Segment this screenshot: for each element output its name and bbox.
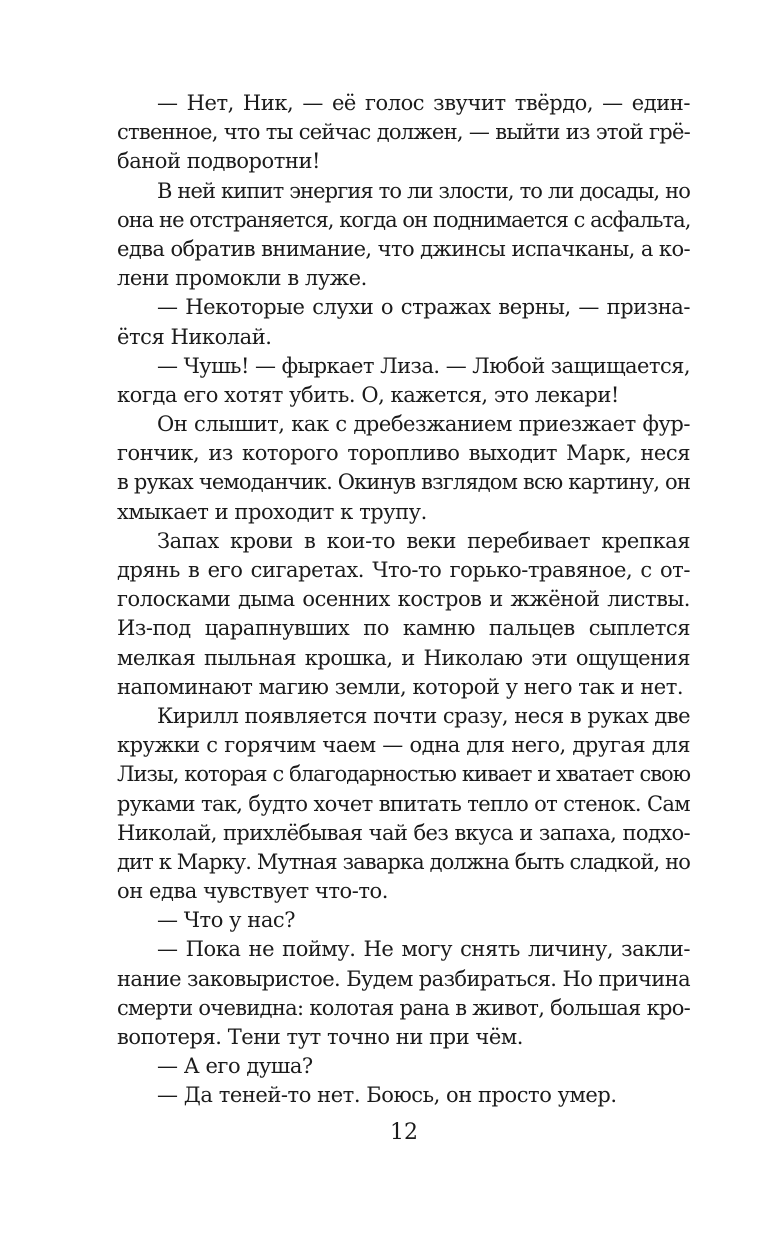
text-line: ственное, что ты сейчас должен, — выйти из этой грё- — [117, 120, 690, 145]
text-line: Николай, прихлёбывая чай без вкуса и запаха, подхо- — [117, 820, 690, 845]
text-line: руками так, будто хочет впитать тепло от стенок. Сам — [117, 791, 690, 816]
text-line: Из-под царапнувших по камню пальцев сыплется — [117, 616, 690, 641]
text-line: напоминают магию земли, которой у него так и нет. — [117, 674, 684, 699]
text-line: едва обратив внимание, что джинсы испачканы, а ко- — [117, 236, 690, 261]
text-line: голосками дыма осенних костров и жжёной листвы. — [117, 587, 690, 612]
page-number: 12 — [390, 1120, 418, 1145]
text-line: дрянь в его сигаретах. Что-то горько-травяное, с от- — [117, 558, 690, 582]
text-line: она не отстраняется, когда он поднимается с асфальта, — [117, 207, 691, 232]
text-line: нание заковыристое. Будем разбираться. Но причина — [117, 966, 690, 991]
text-line: — Пока не пойму. Не могу снять личину, закли- — [157, 937, 690, 962]
text-line: — Чушь! — фыркает Лиза. — Любой защищается, — [157, 353, 690, 378]
text-line: Он слышит, как с дребезжанием приезжает фур- — [157, 412, 690, 437]
text-line: гончик, из которого торопливо выходит Марк, неся — [117, 441, 690, 466]
text-line: кружки с горячим чаем — одна для него, другая для — [117, 733, 690, 758]
text-line: в руках чемоданчик. Окинув взглядом всю картину, он — [117, 470, 690, 495]
text-line: — Что у нас? — [157, 908, 296, 933]
text-line: — Некоторые слухи о стражах верны, — призна- — [157, 295, 690, 320]
text-line: баной подворотни! — [117, 149, 320, 174]
text-line: когда его хотят убить. О, кажется, это лекари! — [117, 382, 619, 407]
text-line: вопотеря. Тени тут точно ни при чём. — [117, 1025, 523, 1049]
text-line: Запах крови в кои-то веки перебивает крепкая — [157, 528, 690, 553]
text-line: ётся Николай. — [117, 324, 272, 349]
text-line: хмыкает и проходит к трупу. — [117, 499, 427, 524]
text-line: дит к Марку. Мутная заварка должна быть сладкой, но — [117, 849, 690, 874]
text-line: — Нет, Ник, — её голос звучит твёрдо, — един- — [157, 91, 690, 115]
text-line: В ней кипит энергия то ли злости, то ли досады, но — [157, 178, 690, 203]
text-line: Лизы, которая с благодарностью кивает и хватает свою — [117, 762, 690, 787]
text-line: он едва чувствует что-то. — [117, 879, 388, 904]
text-line: смерти очевидна: колотая рана в живот, большая кро- — [117, 995, 691, 1020]
text-line: лени промокли в луже. — [117, 266, 367, 291]
text-line: — А его душа? — [157, 1054, 313, 1079]
body-text — [117, 89, 690, 1111]
text-line: — Да теней-то нет. Боюсь, он просто умер. — [157, 1083, 617, 1108]
text-line: мелкая пыльная крошка, и Николаю эти ощущения — [117, 645, 690, 670]
text-line: Кирилл появляется почти сразу, неся в руках две — [157, 703, 691, 728]
